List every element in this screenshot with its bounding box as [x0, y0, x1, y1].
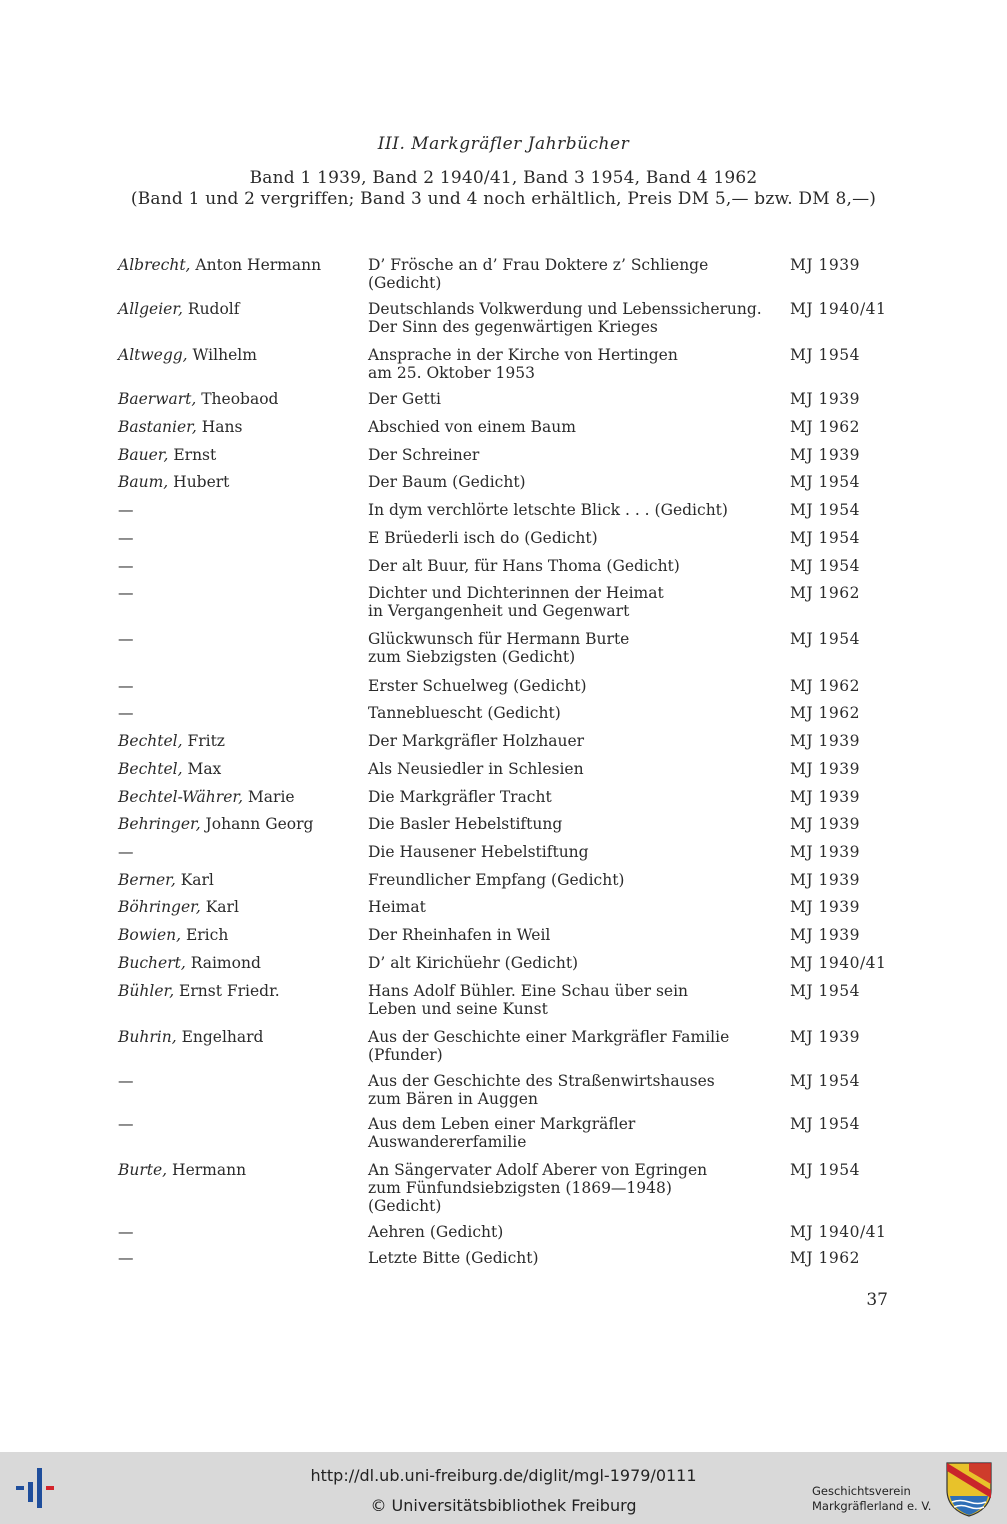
entry-title-line: D’ Frösche an d’ Frau Doktere z’ Schlienge: [368, 256, 709, 274]
author-given-name: Theobaod: [196, 390, 279, 408]
entry-title-line: Der Getti: [368, 390, 441, 408]
author-given-name: Rudolf: [182, 300, 240, 318]
entry-title-line: Der Baum (Gedicht): [368, 473, 526, 491]
entry-title-line: Die Markgräfler Tracht: [368, 788, 552, 806]
entry-title-line: Tannebluescht (Gedicht): [368, 704, 561, 722]
entry-title: [368, 1115, 778, 1151]
entry-title: [368, 1072, 778, 1108]
ditto-mark: —: [118, 677, 134, 695]
entry-title-line: Heimat: [368, 898, 426, 916]
author-surname: Baerwart,: [118, 390, 197, 408]
ditto-mark: —: [118, 704, 134, 722]
entry-title-line: An Sängervater Adolf Aberer von Egringen: [368, 1161, 708, 1179]
entry-title: [368, 300, 778, 336]
entry-title: [368, 529, 778, 547]
entry-title-line: Der Sinn des gegenwärtigen Krieges: [368, 318, 658, 336]
entry-reference: MJ 1939: [790, 256, 860, 274]
entry-title-line: zum Fünfundsiebzigsten (1869—1948): [368, 1179, 672, 1197]
entry-title: [368, 954, 778, 972]
entry-title-line: Der alt Buur, für Hans Thoma (Gedicht): [368, 557, 680, 575]
entry-author: [118, 843, 358, 861]
entry-reference: MJ 1939: [790, 815, 860, 833]
author-surname: Bechtel,: [118, 760, 183, 778]
entry-reference: MJ 1939: [790, 390, 860, 408]
entry-reference: MJ 1962: [790, 584, 860, 602]
entry-title-line: (Gedicht): [368, 274, 442, 292]
entry-reference: MJ 1962: [790, 418, 860, 436]
author-surname: Bastanier,: [118, 418, 197, 436]
entry-reference: MJ 1962: [790, 677, 860, 695]
entry-author: [118, 1223, 358, 1241]
entry-title-line: Auswandererfamilie: [368, 1133, 527, 1151]
entry-title-line: Der Rheinhafen in Weil: [368, 926, 551, 944]
entry-author: [118, 926, 358, 944]
entry-title-line: Freundlicher Empfang (Gedicht): [368, 871, 625, 889]
entry-title: [368, 732, 778, 750]
entry-title-line: in Vergangenheit und Gegenwart: [368, 602, 630, 620]
entry-title-line: (Pfunder): [368, 1046, 443, 1064]
entry-author: [118, 732, 358, 750]
entry-reference: MJ 1939: [790, 871, 860, 889]
entry-title: [368, 630, 778, 666]
ditto-mark: —: [118, 630, 134, 648]
entry-reference: MJ 1939: [790, 1028, 860, 1046]
footer-copyright: © Universitätsbibliothek Freiburg: [370, 1496, 637, 1515]
entry-reference: MJ 1939: [790, 926, 860, 944]
entry-title: [368, 843, 778, 861]
entry-author: [118, 584, 358, 602]
entry-title-line: E Brüederli isch do (Gedicht): [368, 529, 598, 547]
author-surname: Buchert,: [118, 954, 186, 972]
footer-organization: [812, 1484, 931, 1514]
entry-title-line: D’ alt Kirichüehr (Gedicht): [368, 954, 579, 972]
author-surname: Bowien,: [118, 926, 182, 944]
entry-title-line: Erster Schuelweg (Gedicht): [368, 677, 587, 695]
entry-title-line: Die Basler Hebelstiftung: [368, 815, 563, 833]
entry-author: [118, 871, 358, 889]
entry-reference: MJ 1939: [790, 843, 860, 861]
entry-title: [368, 815, 778, 833]
entry-title: [368, 418, 778, 436]
entry-author: [118, 529, 358, 547]
entry-reference: MJ 1954: [790, 529, 860, 547]
entry-title: [368, 557, 778, 575]
author-surname: Bühler,: [118, 982, 175, 1000]
entry-author: [118, 815, 358, 833]
entry-title: [368, 501, 778, 519]
entry-author: [118, 954, 358, 972]
author-given-name: Ernst: [168, 446, 217, 464]
entry-title: [368, 473, 778, 491]
author-surname: Bauer,: [118, 446, 169, 464]
entry-title: [368, 704, 778, 722]
entry-title: [368, 1223, 778, 1241]
entry-author: [118, 704, 358, 722]
entry-author: [118, 677, 358, 695]
entry-reference: MJ 1939: [790, 446, 860, 464]
subtitle-volumes: Band 1 1939, Band 2 1940/41, Band 3 1954, Band 4 1962: [249, 168, 758, 188]
entry-title: [368, 760, 778, 778]
entry-reference: MJ 1940/41: [790, 954, 887, 972]
entry-reference: MJ 1939: [790, 898, 860, 916]
section-title: III. Markgräfler Jahrbücher: [377, 134, 630, 154]
ditto-mark: —: [118, 1249, 134, 1267]
entry-title-line: Deutschlands Volkwerdung und Lebenssicherung.: [368, 300, 762, 318]
ditto-mark: —: [118, 843, 134, 861]
ditto-mark: —: [118, 584, 134, 602]
author-given-name: Max: [182, 760, 222, 778]
entry-title: [368, 1161, 778, 1215]
entry-reference: MJ 1962: [790, 1249, 860, 1267]
subtitle-availability: (Band 1 und 2 vergriffen; Band 3 und 4 noch erhältlich, Preis DM 5,— bzw. DM 8,—): [130, 189, 877, 209]
entry-author: [118, 300, 358, 318]
entry-author: [118, 501, 358, 519]
entry-title-line: Aehren (Gedicht): [368, 1223, 504, 1241]
author-surname: Allgeier,: [118, 300, 183, 318]
entry-author: [118, 473, 358, 491]
author-surname: Albrecht,: [118, 256, 191, 274]
author-surname: Bechtel,: [118, 732, 183, 750]
entry-title: [368, 256, 778, 292]
author-given-name: Anton Hermann: [190, 256, 322, 274]
author-surname: Burte,: [118, 1161, 168, 1179]
entry-title-line: Der Schreiner: [368, 446, 480, 464]
author-surname: Bechtel-Währer,: [118, 788, 243, 806]
entry-reference: MJ 1954: [790, 1115, 860, 1133]
entry-title-line: Glückwunsch für Hermann Burte: [368, 630, 630, 648]
entry-title: [368, 871, 778, 889]
org-line-1: Geschichtsverein: [812, 1484, 911, 1498]
entry-reference: MJ 1954: [790, 557, 860, 575]
entry-title: [368, 788, 778, 806]
entry-author: [118, 1028, 358, 1046]
ditto-mark: —: [118, 1115, 134, 1133]
author-given-name: Wilhelm: [187, 346, 257, 364]
ditto-mark: —: [118, 1223, 134, 1241]
entry-title: [368, 1249, 778, 1267]
entry-reference: MJ 1962: [790, 704, 860, 722]
entry-author: [118, 898, 358, 916]
entry-author: [118, 390, 358, 408]
entry-reference: MJ 1954: [790, 630, 860, 648]
author-surname: Böhringer,: [118, 898, 201, 916]
entry-title-line: Leben und seine Kunst: [368, 1000, 548, 1018]
author-surname: Buhrin,: [118, 1028, 177, 1046]
entry-title: [368, 390, 778, 408]
author-given-name: Marie: [243, 788, 295, 806]
entry-reference: MJ 1954: [790, 501, 860, 519]
ditto-mark: —: [118, 1072, 134, 1090]
entry-title-line: Abschied von einem Baum: [368, 418, 576, 436]
entry-title: [368, 898, 778, 916]
footer-bar: [0, 1452, 1007, 1524]
author-given-name: Hans: [196, 418, 243, 436]
entry-reference: MJ 1954: [790, 982, 860, 1000]
entry-title: [368, 346, 778, 382]
author-surname: Baum,: [118, 473, 169, 491]
entry-reference: MJ 1940/41: [790, 1223, 887, 1241]
entry-title-line: am 25. Oktober 1953: [368, 364, 535, 382]
author-given-name: Erich: [181, 926, 229, 944]
entry-title-line: Der Markgräfler Holzhauer: [368, 732, 585, 750]
entry-reference: MJ 1954: [790, 1072, 860, 1090]
author-given-name: Ernst Friedr.: [174, 982, 280, 1000]
entry-author: [118, 346, 358, 364]
entry-author: [118, 630, 358, 648]
coat-of-arms-icon: [944, 1460, 994, 1518]
entry-author: [118, 760, 358, 778]
entry-author: [118, 1115, 358, 1133]
entry-title-line: zum Siebzigsten (Gedicht): [368, 648, 576, 666]
entry-author: [118, 557, 358, 575]
entry-reference: MJ 1939: [790, 788, 860, 806]
entry-title-line: Aus der Geschichte des Straßenwirtshauses: [368, 1072, 715, 1090]
page-number: 37: [866, 1290, 888, 1310]
entry-author: [118, 1161, 358, 1179]
entry-title-line: zum Bären in Auggen: [368, 1090, 538, 1108]
author-given-name: Engelhard: [176, 1028, 264, 1046]
org-line-2: Markgräflerland e. V.: [812, 1499, 932, 1513]
entry-title-line: (Gedicht): [368, 1197, 442, 1215]
entry-title-line: Ansprache in der Kirche von Hertingen: [368, 346, 678, 364]
entry-author: [118, 1249, 358, 1267]
entry-title: [368, 677, 778, 695]
author-given-name: Raimond: [185, 954, 261, 972]
author-surname: Berner,: [118, 871, 176, 889]
entry-reference: MJ 1939: [790, 760, 860, 778]
author-given-name: Hermann: [167, 1161, 247, 1179]
author-given-name: Johann Georg: [200, 815, 314, 833]
entry-title: [368, 926, 778, 944]
entry-title: [368, 446, 778, 464]
entry-title-line: Aus der Geschichte einer Markgräfler Familie: [368, 1028, 730, 1046]
entry-author: [118, 1072, 358, 1090]
ditto-mark: —: [118, 557, 134, 575]
ditto-mark: —: [118, 501, 134, 519]
entry-author: [118, 256, 358, 274]
entry-author: [118, 446, 358, 464]
author-given-name: Karl: [200, 898, 239, 916]
entry-author: [118, 982, 358, 1000]
author-given-name: Fritz: [182, 732, 225, 750]
entry-title-line: Aus dem Leben einer Markgräfler: [368, 1115, 636, 1133]
entry-author: [118, 788, 358, 806]
entry-title: [368, 982, 778, 1018]
entry-reference: MJ 1939: [790, 732, 860, 750]
author-given-name: Karl: [175, 871, 214, 889]
entry-title-line: Als Neusiedler in Schlesien: [368, 760, 584, 778]
entry-title-line: In dym verchlörte letschte Blick . . . (Gedicht): [368, 501, 728, 519]
entry-reference: MJ 1954: [790, 346, 860, 364]
entry-title-line: Dichter und Dichterinnen der Heimat: [368, 584, 664, 602]
entry-title: [368, 584, 778, 620]
entry-author: [118, 418, 358, 436]
author-given-name: Hubert: [168, 473, 230, 491]
entry-reference: MJ 1954: [790, 473, 860, 491]
author-surname: Behringer,: [118, 815, 201, 833]
entry-reference: MJ 1954: [790, 1161, 860, 1179]
entry-title-line: Die Hausener Hebelstiftung: [368, 843, 589, 861]
author-surname: Altwegg,: [118, 346, 188, 364]
entry-title-line: Letzte Bitte (Gedicht): [368, 1249, 539, 1267]
ditto-mark: —: [118, 529, 134, 547]
entry-reference: MJ 1940/41: [790, 300, 887, 318]
entry-title-line: Hans Adolf Bühler. Eine Schau über sein: [368, 982, 689, 1000]
footer-url[interactable]: http://dl.ub.uni-freiburg.de/diglit/mgl-1979/0111: [310, 1466, 697, 1485]
entry-title: [368, 1028, 778, 1064]
